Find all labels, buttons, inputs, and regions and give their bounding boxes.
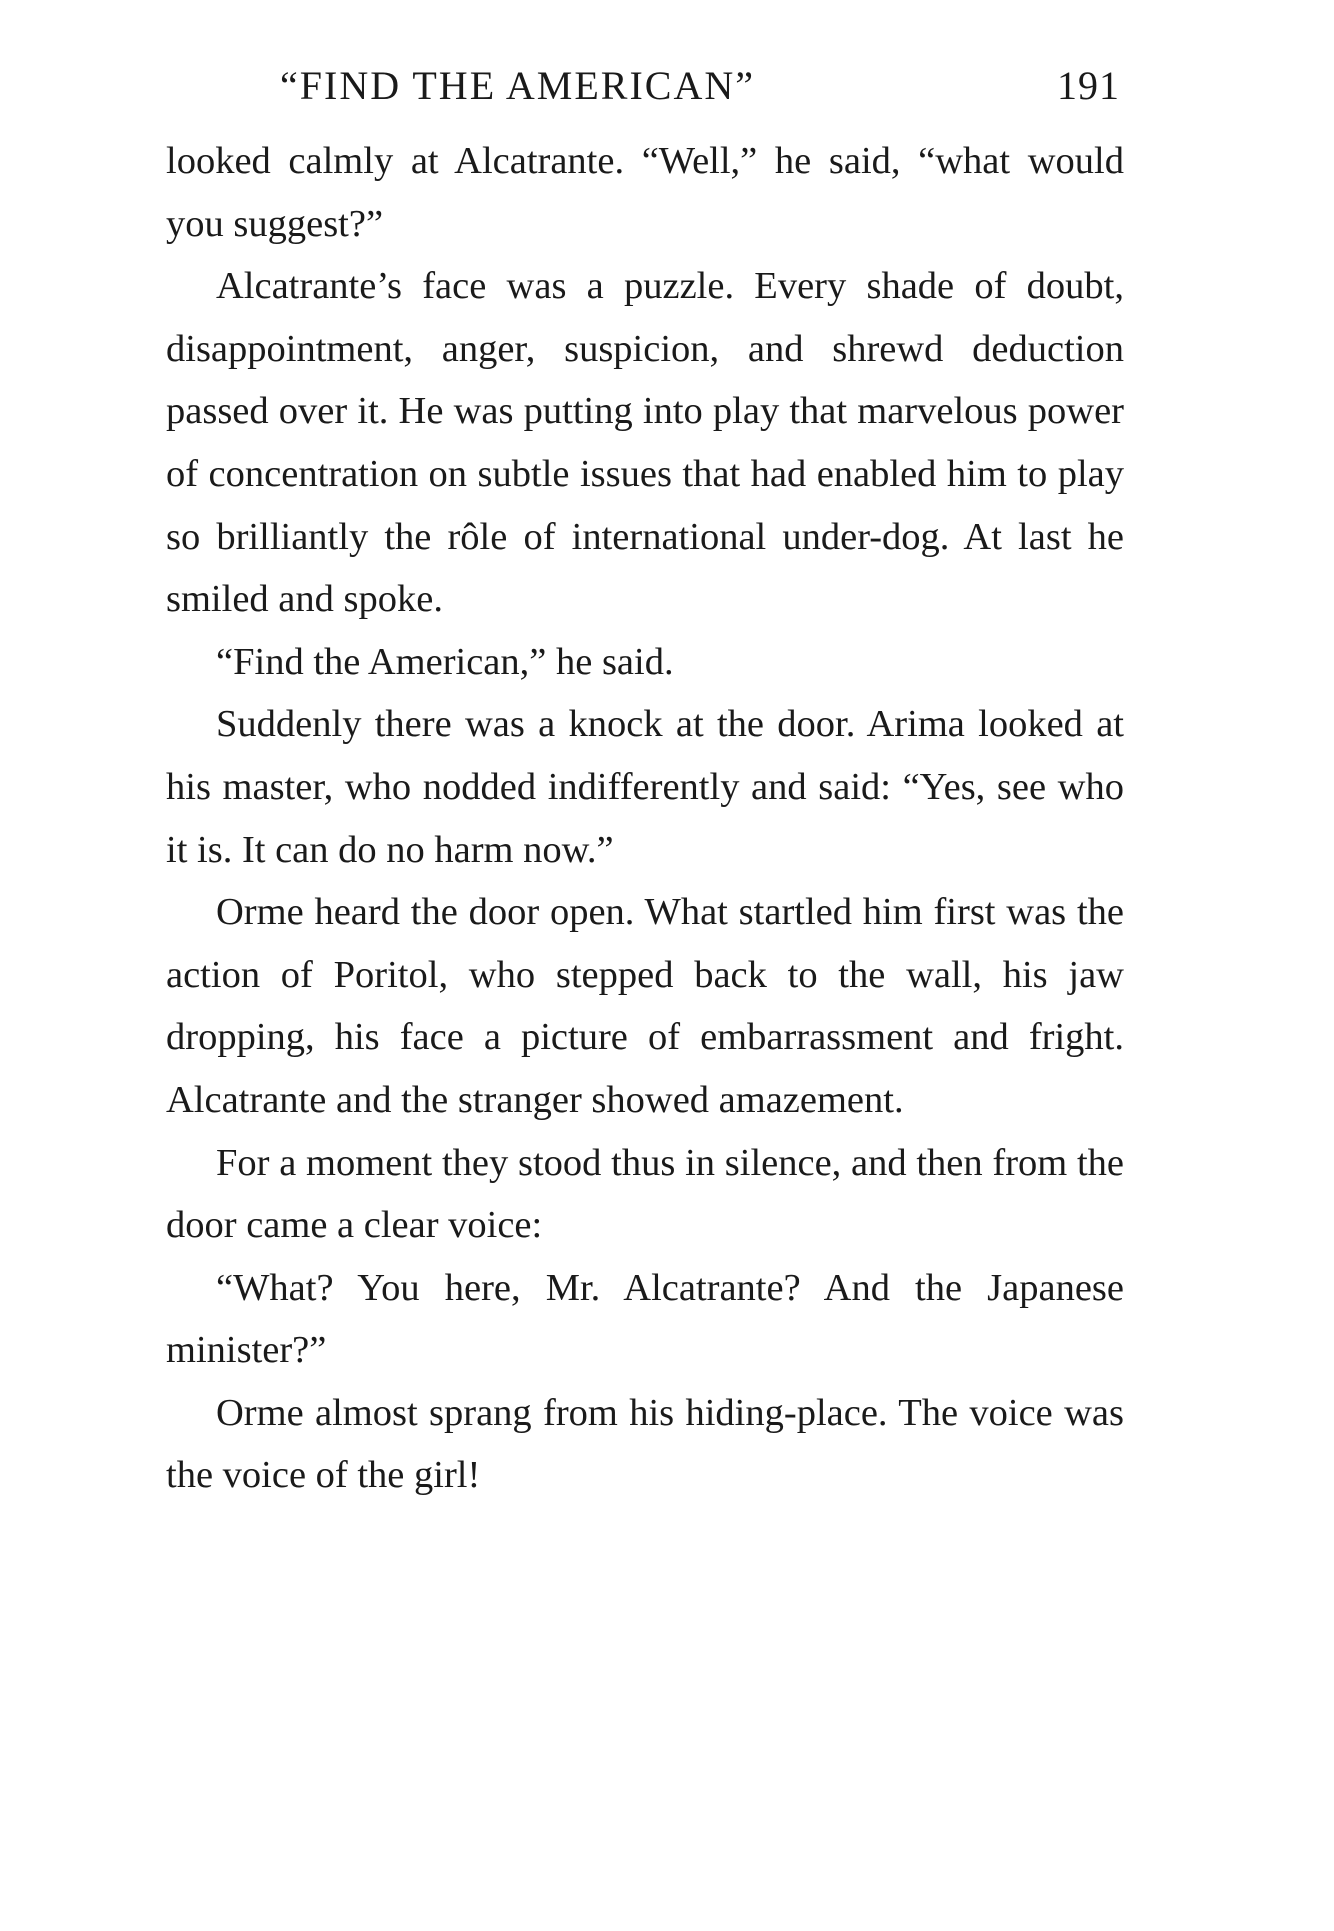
paragraph-7: “What? You here, Mr. Alcatrante? And the Japanese minister?” xyxy=(166,1266,1124,1372)
paragraph-4: Suddenly there was a knock at the door. Arima looked at his master, who nodded indifferently and said: “Yes, see who it is. It can do no harm now.” xyxy=(166,703,1124,871)
paragraph-8: Orme almost sprang from his hiding-place. The voice was the voice of the girl! xyxy=(166,1391,1124,1497)
paragraph-3: “Find the American,” he said. xyxy=(216,640,674,683)
running-head xyxy=(280,62,1120,122)
paragraph-6: For a moment they stood thus in silence, and then from the door came a clear voice: xyxy=(166,1141,1124,1247)
page-number: 191 xyxy=(1057,63,1120,108)
paragraph-2: Alcatrante’s face was a puzzle. Every shade of doubt, disappointment, anger, suspicion, and shrewd deduction passed over it. He was putting into play that marvelous power of concentration on subtle issues that had enabled him to play so brilliantly the rôle of international under-dog. At last he smiled and spoke. xyxy=(166,265,1124,621)
body-text xyxy=(166,130,1124,1507)
paragraph-1: looked calmly at Alcatrante. “Well,” he said, “what would you suggest?” xyxy=(166,140,1124,245)
paragraph-5: Orme heard the door open. What startled him first was the action of Poritol, who stepped back to the wall, his jaw dropping, his face a picture of embarrassment and fright. Alcatrante and the stranger showed amazement. xyxy=(166,891,1124,1121)
running-title: “FIND THE AMERICAN” xyxy=(280,63,756,108)
